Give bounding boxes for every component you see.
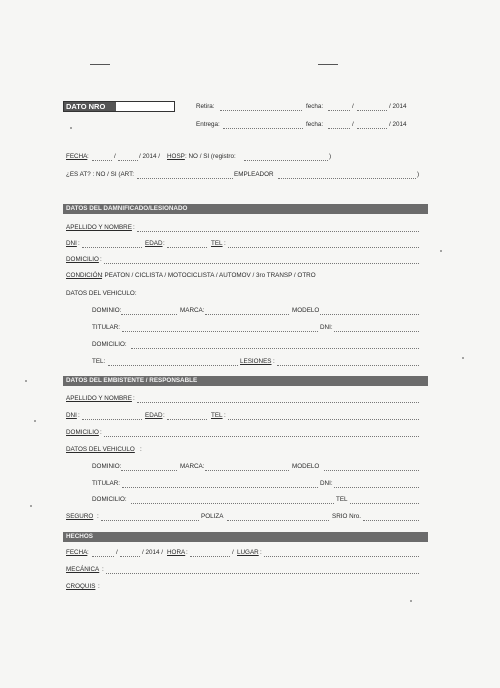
dam-edad-label: EDAD (145, 240, 163, 247)
dam-lesiones-field[interactable] (277, 365, 419, 366)
section-hechos: HECHOS (63, 532, 428, 542)
dam-dni-colon: : (78, 240, 80, 247)
dam-dni2-label: DNI: (320, 324, 333, 331)
emb-dni2-field[interactable] (334, 487, 419, 488)
dam-dominio-field[interactable] (121, 314, 177, 315)
dam-domicilio-field[interactable] (104, 263, 419, 264)
emb-domicilio-field[interactable] (104, 436, 419, 437)
emb-dni-colon: : (78, 412, 80, 419)
emb-dni2-label: DNI: (320, 480, 333, 487)
dam-titular-field[interactable] (122, 331, 318, 332)
hechos-fecha-label: FECHA (66, 549, 88, 556)
retira-field[interactable] (220, 110, 302, 111)
hechos-hora-label: HORA (167, 549, 186, 556)
scan-speck (462, 357, 464, 359)
hechos-month-field[interactable] (120, 556, 140, 557)
emb-dominio-field[interactable] (121, 470, 177, 471)
dato-nro-label: DATO NRO (64, 102, 116, 111)
fecha-colon: : (87, 153, 89, 160)
entrega-month-field[interactable] (357, 128, 387, 129)
emb-tel2-label: TEL (336, 496, 348, 503)
fecha-slash: / (114, 153, 116, 160)
emb-titular-field[interactable] (122, 487, 318, 488)
fecha-day-field[interactable] (92, 160, 112, 161)
art-field[interactable] (137, 178, 233, 179)
emb-tel-field[interactable] (228, 419, 419, 420)
hechos-mecanica-field[interactable] (106, 573, 419, 574)
emb-marca-label: MARCA: (180, 463, 205, 470)
emb-apellido-label: APELLIDO Y NOMBRE (66, 395, 132, 402)
hechos-day-field[interactable] (92, 556, 114, 557)
dam-modelo-label: MODELO (292, 307, 320, 314)
scan-speck (25, 380, 27, 382)
dam-domicilio2-field[interactable] (131, 348, 419, 349)
dam-domicilio-label: DOMICILIO (66, 256, 99, 263)
hechos-hora-field[interactable] (190, 556, 230, 557)
dam-dni-field[interactable] (82, 247, 142, 248)
scan-speck (410, 600, 412, 602)
scan-speck (70, 127, 72, 129)
emb-domicilio2-field[interactable] (131, 503, 334, 504)
retira-year: / 2014 (389, 103, 407, 110)
hechos-hora-colon: : (186, 549, 188, 556)
entrega-field[interactable] (223, 128, 303, 129)
fecha-year: / 2014 / (139, 153, 161, 160)
hosp-registro-field[interactable] (244, 160, 328, 161)
emb-apellido-colon: : (133, 395, 135, 402)
dam-lesiones-label: LESIONES (240, 358, 272, 365)
dam-tel-colon: : (224, 240, 226, 247)
hechos-croquis-label: CROQUIS (66, 583, 96, 590)
emb-domicilio2-label: DOMICILIO: (92, 496, 127, 503)
emb-poliza-field[interactable] (227, 520, 329, 521)
es-at-label: ¿ES AT? : NO / SI (ART: (66, 171, 134, 178)
fecha-month-field[interactable] (118, 160, 138, 161)
dam-modelo-field[interactable] (320, 314, 419, 315)
dam-tel2-label: TEL: (92, 358, 106, 365)
dam-dominio-label: DOMINIO: (92, 307, 122, 314)
entrega-year: / 2014 (389, 121, 407, 128)
emb-seguro-colon: : (97, 513, 99, 520)
dam-vehiculo-label: DATOS DEL VEHICULO: (66, 290, 137, 297)
emb-vehiculo-label: DATOS DEL VEHICULO (66, 446, 135, 453)
emb-seguro-label: SEGURO (66, 513, 94, 520)
hechos-lugar-field[interactable] (264, 556, 419, 557)
scan-speck (30, 505, 32, 507)
dam-marca-label: MARCA: (180, 307, 205, 314)
dam-marca-field[interactable] (205, 314, 289, 315)
dam-domicilio2-label: DOMICILIO: (92, 341, 127, 348)
dam-edad-colon: : (163, 240, 165, 247)
hechos-lugar-label: LUGAR (237, 549, 259, 556)
emb-domicilio-label: DOMICILIO (66, 429, 99, 436)
hosp-close: ) (329, 153, 332, 160)
empleador-label: EMPLEADOR (234, 171, 274, 178)
retira-fecha-label: fecha: (306, 103, 324, 110)
dam-dni2-field[interactable] (334, 331, 419, 332)
emb-tel-label: TEL (211, 412, 223, 419)
entrega-slash: / (352, 121, 354, 128)
emb-edad-label: EDAD (145, 412, 163, 419)
hechos-fecha-colon: : (87, 549, 89, 556)
hosp-options: : NO / SI (registro: (185, 153, 236, 160)
dam-dni-label: DNI (66, 240, 77, 247)
entrega-fecha-label: fecha: (306, 121, 324, 128)
hosp-label: HOSP (167, 153, 185, 160)
emb-poliza-label: POLIZA (201, 513, 224, 520)
emb-dni-label: DNI (66, 412, 77, 419)
dam-apellido-field[interactable] (137, 231, 419, 232)
emb-srio-field[interactable] (363, 520, 419, 521)
dam-tel-label: TEL (211, 240, 223, 247)
emb-dni-field[interactable] (82, 419, 142, 420)
entrega-day-field[interactable] (328, 128, 350, 129)
hechos-croquis-colon: : (98, 583, 100, 590)
scan-speck (440, 250, 442, 252)
empleador-field[interactable] (278, 178, 416, 179)
scan-speck (34, 420, 36, 422)
dam-apellido-label: APELLIDO Y NOMBRE (66, 224, 132, 231)
section-embistente: DATOS DEL EMBISTENTE / RESPONSABLE (63, 376, 428, 386)
fecha-label: FECHA (66, 153, 88, 160)
retira-month-field[interactable] (357, 110, 387, 111)
dam-titular-label: TITULAR: (92, 324, 120, 331)
dam-lesiones-colon: : (273, 358, 275, 365)
emb-seguro-field[interactable] (101, 520, 199, 521)
dam-condicion-options: : PEATON / CICLISTA / MOTOCICLISTA / AUTOMOV / 3ro TRANSP / OTRO (101, 272, 316, 279)
dam-condicion-label: CONDICIÓN (66, 272, 103, 279)
emb-modelo-label: MODELO (292, 463, 320, 470)
emb-dominio-label: DOMINIO: (92, 463, 122, 470)
hechos-slash: / (116, 549, 118, 556)
hechos-mecanica-colon: : (102, 566, 104, 573)
emb-vehiculo-colon: : (140, 446, 142, 453)
dam-tel-field[interactable] (228, 247, 419, 248)
emb-tel-colon: : (224, 412, 226, 419)
retira-day-field[interactable] (328, 110, 350, 111)
top-mark-left (90, 64, 110, 65)
empleador-close: ) (417, 171, 420, 178)
emb-edad-field[interactable] (167, 419, 207, 420)
hechos-year: / 2014 / (142, 549, 164, 556)
section-damnificado: DATOS DEL DAMNIFICADO/LESIONADO (63, 204, 428, 214)
hechos-lugar-colon: : (260, 549, 262, 556)
dam-apellido-colon: : (133, 224, 135, 231)
emb-tel2-field[interactable] (350, 503, 419, 504)
emb-edad-colon: : (163, 412, 165, 419)
entrega-label: Entrega: (196, 121, 220, 128)
retira-label: Retira: (196, 103, 215, 110)
emb-titular-label: TITULAR: (92, 480, 120, 487)
emb-modelo-field[interactable] (324, 470, 419, 471)
dam-edad-field[interactable] (167, 247, 207, 248)
emb-marca-field[interactable] (205, 470, 289, 471)
top-mark-right (318, 64, 338, 65)
hechos-hora-slash: / (232, 549, 234, 556)
retira-slash: / (352, 103, 354, 110)
emb-apellido-field[interactable] (137, 402, 419, 403)
emb-srio-label: SRIO Nro. (332, 513, 362, 520)
dam-tel2-field[interactable] (108, 365, 238, 366)
hechos-mecanica-label: MECÁNICA (66, 566, 100, 573)
dato-nro-box (63, 101, 175, 112)
emb-domicilio-colon: : (100, 429, 102, 436)
dam-domicilio-colon: : (100, 256, 102, 263)
